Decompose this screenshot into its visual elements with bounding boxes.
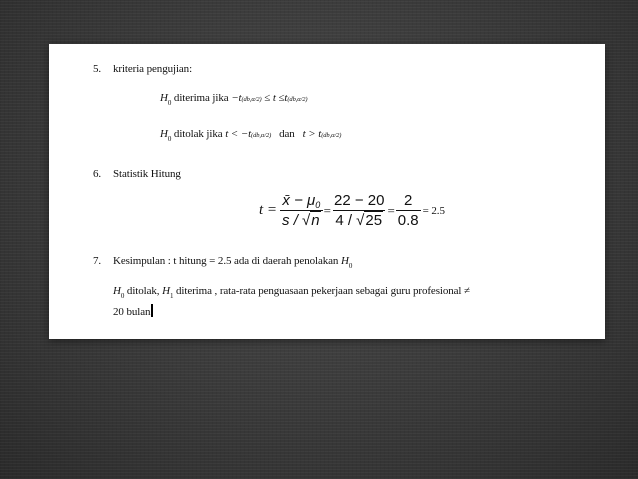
fraction-2-numerator: 22 − 20 — [333, 192, 385, 209]
reject-cond-1: t < −t — [225, 128, 252, 140]
h0-symbol: H — [160, 92, 168, 104]
formula-result: = 2.5 — [422, 204, 445, 217]
h0-symbol: H — [160, 128, 168, 140]
item-7-number: 7. — [93, 255, 102, 267]
fraction-1-numerator: x̄ − μ — [282, 192, 316, 209]
conclusion-line-2: $H_0$ ditolak, $H_1$ diterima , rata-rata penguasaan pekerjaan sebagai guru profesional ≠ — [113, 285, 470, 300]
h0-symbol: H — [113, 285, 121, 297]
accept-criterion: $H_0$ diterima jika −t(db,α/2) ≤ t ≤t(db,α/2) — [160, 92, 308, 107]
text-cursor — [151, 304, 153, 317]
reject-criterion: $H_0$ ditolak jika t < −t(db,α/2) dan t > t(db,α/2) — [160, 128, 342, 143]
reject-cond-2: t > t — [302, 128, 322, 140]
fraction-2-denominator: 4 / — [335, 212, 353, 229]
accept-lower: −t — [231, 92, 242, 104]
accept-mid: ≤ t ≤ — [264, 92, 285, 104]
fraction-3-numerator: 2 — [404, 192, 413, 209]
item-7-conclusion: Kesimpulan : t hitung = 2.5 ada di daerah penolakan $H_0$ — [113, 255, 353, 270]
fraction-3-denominator: 0.8 — [397, 212, 419, 229]
fraction-1-denominator: s / — [282, 212, 298, 229]
and-text: dan — [279, 128, 295, 140]
fraction-2: $\frac{22 - 20}{4 / √25}$ — [333, 192, 385, 229]
h0-symbol: H — [340, 255, 349, 267]
h1-symbol: H — [162, 285, 170, 297]
fraction-1: $\frac{x̄ - \mu_0}{s / √n}$ — [280, 192, 323, 229]
document-page — [49, 44, 605, 339]
conclusion-line-3: 20 bulan — [113, 304, 153, 318]
reject-text: ditolak jika — [173, 128, 223, 140]
conclusion-text: Kesimpulan : t hitung = 2.5 ada di daerah penolakan — [113, 255, 339, 267]
formula-lhs: t = — [259, 202, 278, 218]
item-5-label: kriteria pengujian: — [113, 63, 193, 75]
accept-text: diterima jika — [173, 92, 229, 104]
item-6-number: 6. — [93, 168, 102, 180]
fraction-3 — [396, 192, 421, 229]
item-5-number: 5. — [93, 63, 102, 75]
t-statistic-formula: t = $\frac{x̄ - \mu_0}{s / √n}$ = $\frac{22 - 20}{4 / √25}$ = $\frac{2}{0.8}$ = 2.5 — [259, 192, 445, 229]
item-6-label: Statistik Hitung — [113, 168, 181, 180]
